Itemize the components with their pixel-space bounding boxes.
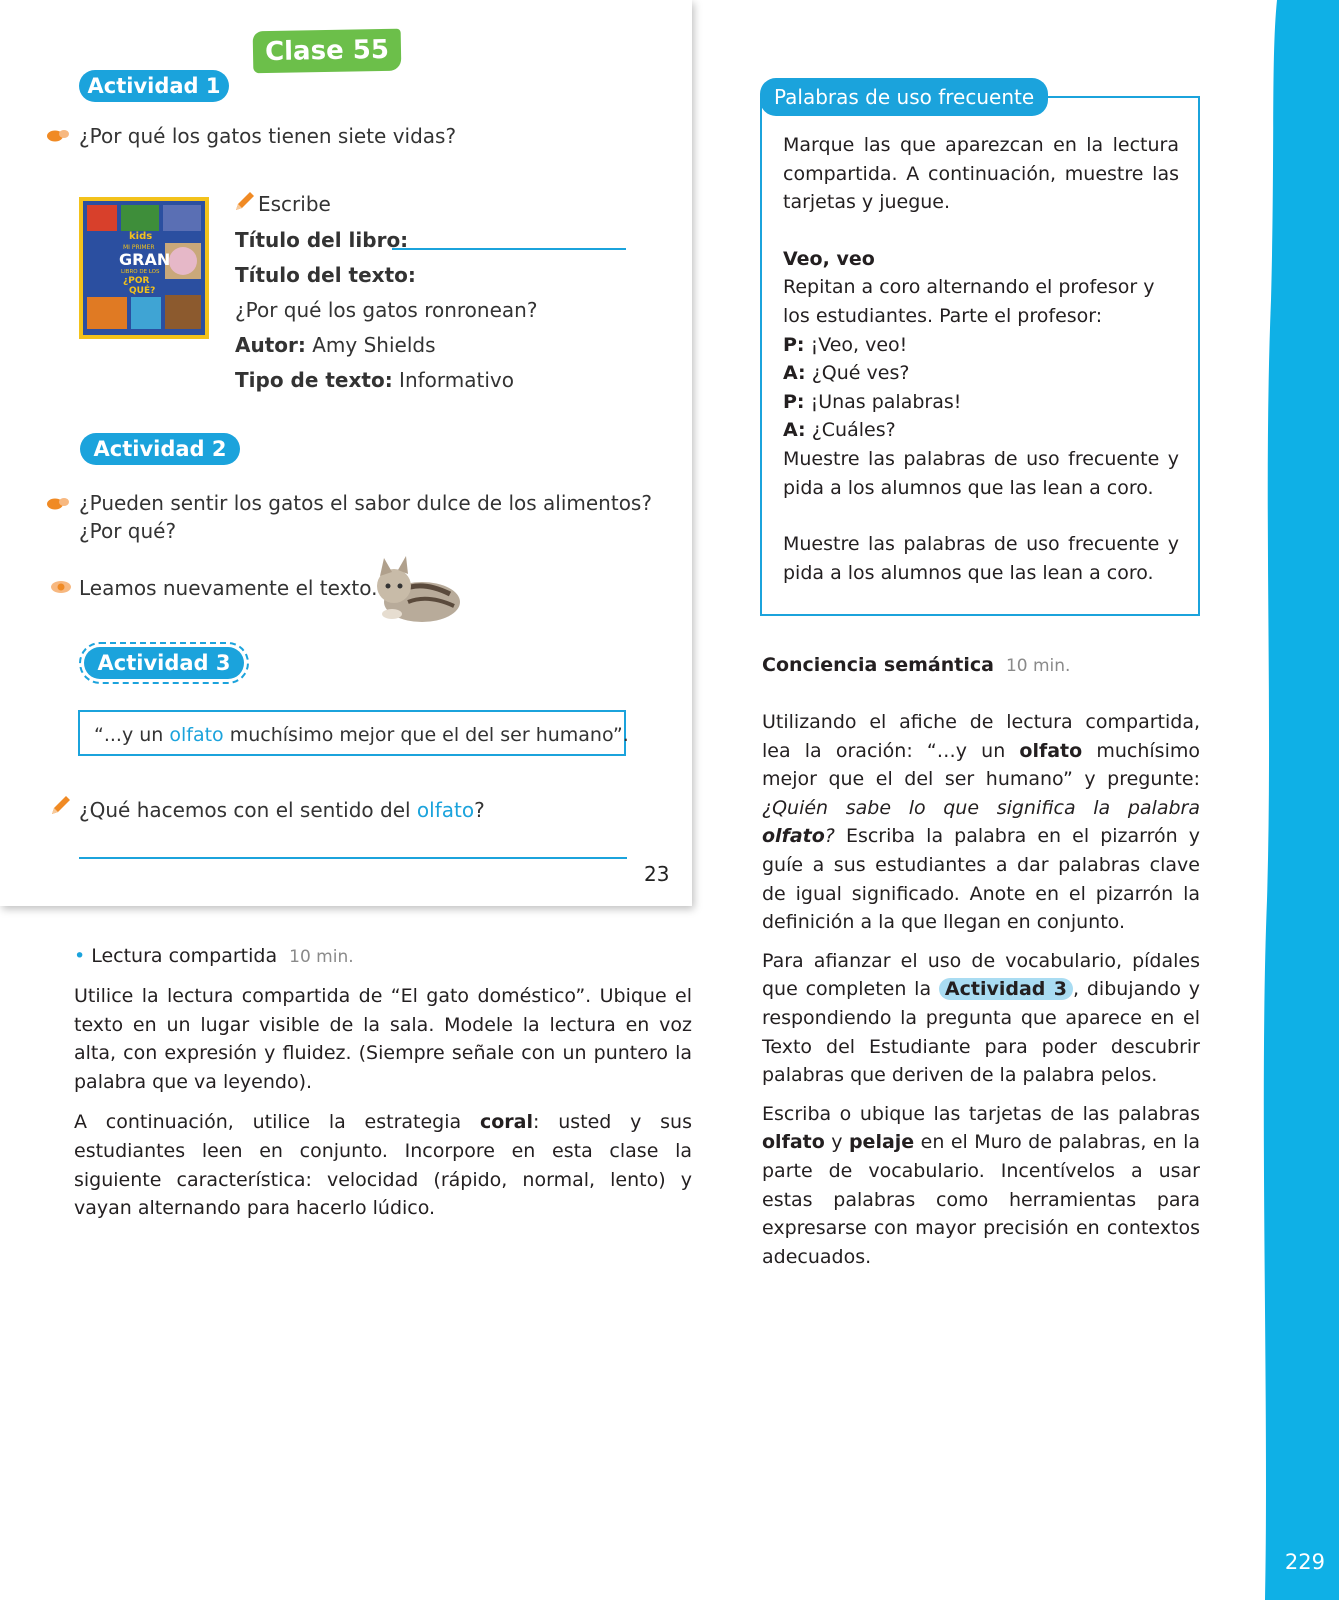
dialogue-speaker: A: — [783, 362, 806, 385]
dialogue-speaker: P: — [783, 333, 805, 356]
dialogue-speaker: A: — [783, 419, 806, 442]
shared-reading-title: Lectura compartida — [91, 945, 278, 967]
question-before: ¿Qué hacemos con el sentido del — [79, 798, 417, 822]
reread-instruction: Leamos nuevamente el texto. — [79, 576, 378, 600]
semantic-title: Conciencia semántica — [762, 654, 994, 676]
semantic-paragraph-3: Escriba o ubique las tarjetas de las palabras olfato y pelaje en el Muro de palabras, en la parte de vocabulario. Incentívelos a usar estas palabras como herramientas para expresarse con mayor precisión en contextos adecuados. — [762, 1102, 1200, 1268]
dialogue-text: ¿Cuáles? — [811, 419, 896, 442]
speech-bubble-icon — [47, 496, 69, 510]
actividad-3-question — [79, 798, 485, 822]
quote-box — [78, 710, 629, 756]
frequent-words-intro: Marque las que aparezcan en la lectura compartida. A continuación, muestre las tarjetas y juegue. — [783, 134, 1179, 214]
shared-reading-body — [74, 982, 692, 1223]
text-type-label: Tipo de texto: — [235, 368, 393, 392]
actividad-2-question-line2: ¿Por qué? — [79, 519, 177, 543]
semantic-body — [762, 708, 1200, 1271]
text-type-row — [235, 368, 514, 392]
quote-after: muchísimo mejor que el del ser humano”. — [223, 724, 629, 746]
frequent-words-title: Palabras de uso frecuente — [760, 78, 1048, 116]
shared-reading-paragraph-2: A continuación, utilice la estrategia coral: usted y sus estudiantes leen en conjunto. Incorpore en esta clase la siguiente característica: velocidad (rápido, normal, lento) y vayan alternando para hacerlo lúdico. — [74, 1111, 693, 1220]
question-after: ? — [474, 798, 485, 822]
dialogue-line — [783, 359, 1179, 388]
question-highlight-word: olfato — [416, 798, 475, 822]
dialogue-text: ¿Qué ves? — [811, 362, 910, 385]
book-title-label: Título del libro: — [235, 228, 409, 252]
text-title-value: ¿Por qué los gatos ronronean? — [235, 298, 538, 322]
show-words-instruction-1: Muestre las palabras de uso frecuente y pida a los alumnos que las lean a coro. — [783, 447, 1179, 499]
dialogue-text: ¡Unas palabras! — [810, 390, 962, 413]
actividad-1-question: ¿Por qué los gatos tienen siete vidas? — [79, 124, 457, 148]
book-que-text: QUÉ? — [129, 286, 156, 296]
book-title-answer-line[interactable] — [392, 248, 626, 250]
side-color-band — [1259, 0, 1339, 1600]
actividad-2-label: Actividad 2 — [80, 433, 240, 465]
answer-line[interactable] — [79, 857, 627, 859]
kitten-image — [362, 550, 470, 628]
quote-highlight-word: olfato — [169, 724, 224, 746]
book-kids-text: kids — [129, 231, 153, 242]
quote-before: “...y un — [94, 724, 170, 746]
text-title-label: Título del texto: — [235, 263, 416, 287]
clase-badge: Clase 55 — [253, 29, 402, 74]
game-title: Veo, veo — [783, 247, 875, 270]
semantic-paragraph-1: Utilizando el afiche de lectura compartida, lea la oración: “…y un olfato muchísimo mejor que el del ser humano” y pregunte: ¿Quién sabe lo que significa la palabra olfato? Escriba la palabra en el pizarrón y guíe a sus estudiantes a dar palabras clave de igual significado. Anote en el pizarrón la definición a la que llegan en conjunto. — [762, 711, 1200, 934]
semantic-time: 10 min. — [1005, 656, 1071, 676]
actividad-1-label: Actividad 1 — [79, 70, 229, 102]
bullet-icon: • — [74, 945, 86, 967]
page-number: 229 — [1284, 1550, 1325, 1574]
actividad-3-label: Actividad 3 — [84, 647, 244, 679]
pencil-icon — [50, 794, 72, 816]
dialogue-line — [783, 388, 1179, 417]
book-por-text: ¿POR — [123, 276, 150, 286]
eye-icon — [50, 580, 72, 594]
semantic-heading — [762, 651, 1200, 681]
dialogue-line — [783, 331, 1179, 360]
escribe-label: Escribe — [258, 192, 331, 216]
shared-reading-paragraph-1: Utilice la lectura compartida de “El gato doméstico”. Ubique el texto en un lugar visible de la sala. Modele la lectura en voz alta, con expresión y fluidez. (Siempre señale con un puntero la palabra que va leyendo). — [74, 985, 692, 1093]
book-cover-image — [79, 197, 209, 339]
dialogue-text: ¡Veo, veo! — [810, 333, 908, 356]
show-words-instruction-2: Muestre las palabras de uso frecuente y pida a los alumnos que las lean a coro. — [783, 533, 1179, 584]
author-value: Amy Shields — [312, 333, 436, 357]
game-intro: Repitan a coro alternando el profesor y los estudiantes. Parte el profesor: — [783, 276, 1155, 327]
semantic-paragraph-2: Para afianzar el uso de vocabulario, pídales que completen la Actividad 3 , dibujando y respondiendo la pregunta que aparece en el Texto del Estudiante para poder descubrir palabras que deriven de la palabra pelos. — [762, 949, 1200, 1087]
text-type-value: Informativo — [399, 368, 514, 392]
book-libro-text: LIBRO DE LOS — [121, 269, 160, 275]
shared-reading-heading — [74, 942, 692, 972]
frequent-words-content — [783, 131, 1179, 587]
student-page-card — [0, 0, 692, 906]
student-page-number: 23 — [644, 862, 670, 886]
speech-bubble-icon — [47, 128, 69, 142]
author-row — [235, 333, 436, 357]
author-label: Autor: — [235, 333, 306, 357]
actividad-3-reference: Actividad 3 — [939, 978, 1073, 1000]
dialogue-line — [783, 416, 1179, 445]
dialogue-speaker: P: — [783, 390, 805, 413]
book-gran-text: GRAN — [119, 250, 171, 269]
pencil-icon — [234, 190, 256, 212]
actividad-2-question-line1: ¿Pueden sentir los gatos el sabor dulce de los alimentos? — [79, 491, 652, 515]
shared-reading-time: 10 min. — [289, 947, 354, 967]
book-mi-text: MI PRIMER — [123, 244, 155, 251]
